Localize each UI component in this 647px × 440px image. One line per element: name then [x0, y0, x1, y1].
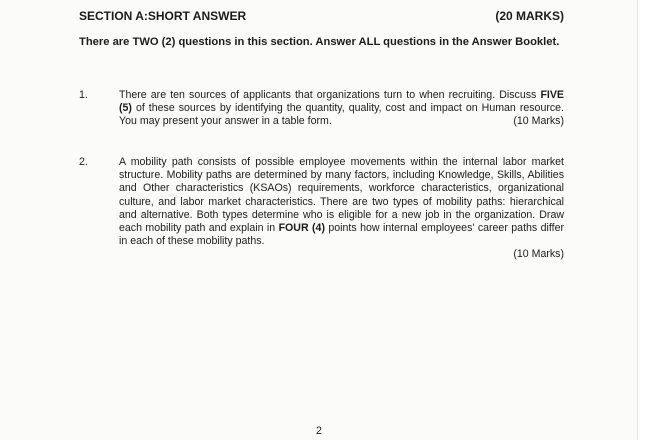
section-instructions: There are TWO (2) questions in this section. Answer ALL questions in the Answer Booklet.: [79, 36, 560, 48]
question-text-part: points how internal employees' career paths differ in each of these mobility paths.: [119, 222, 564, 248]
page-number: 2: [316, 425, 322, 437]
question-emphasis: FOUR (4): [278, 222, 325, 235]
section-marks: (20 MARKS): [495, 9, 564, 23]
question-body: [119, 156, 564, 262]
question-text: [119, 156, 564, 248]
question-number: 1.: [79, 89, 88, 101]
question-emphasis: FIVE (5): [119, 89, 564, 115]
question-marks: (10 Marks): [513, 115, 564, 128]
question-text-part: There are ten sources of applicants that organizations turn to when recruiting. Discuss: [119, 89, 541, 101]
section-title: SECTION A:SHORT ANSWER: [79, 9, 247, 23]
question-marks: (10 Marks): [513, 248, 564, 261]
question-text: [119, 89, 564, 129]
question-body: [119, 89, 564, 129]
page-edge: [637, 0, 647, 440]
question-number: 2.: [79, 156, 88, 168]
question-text-part: of these sources by identifying the quantity, quality, cost and impact on Human resource. You may present your answer in a table form.: [119, 102, 564, 128]
section-header: [79, 9, 564, 25]
question-text-part: A mobility path consists of possible employee movements within the internal labor market structure. Mobility paths are determined by many factors, including Knowledge, Skills, Abilities and Other characteristics (KSAOs) requirements, workforce characteristics, organizational culture, and labor market characteristics. There are two types of mobility paths: hierarchical and alternative. Both types determine who is eligible for a new job in the organization. Draw each mobility path and explain in: [119, 156, 564, 235]
